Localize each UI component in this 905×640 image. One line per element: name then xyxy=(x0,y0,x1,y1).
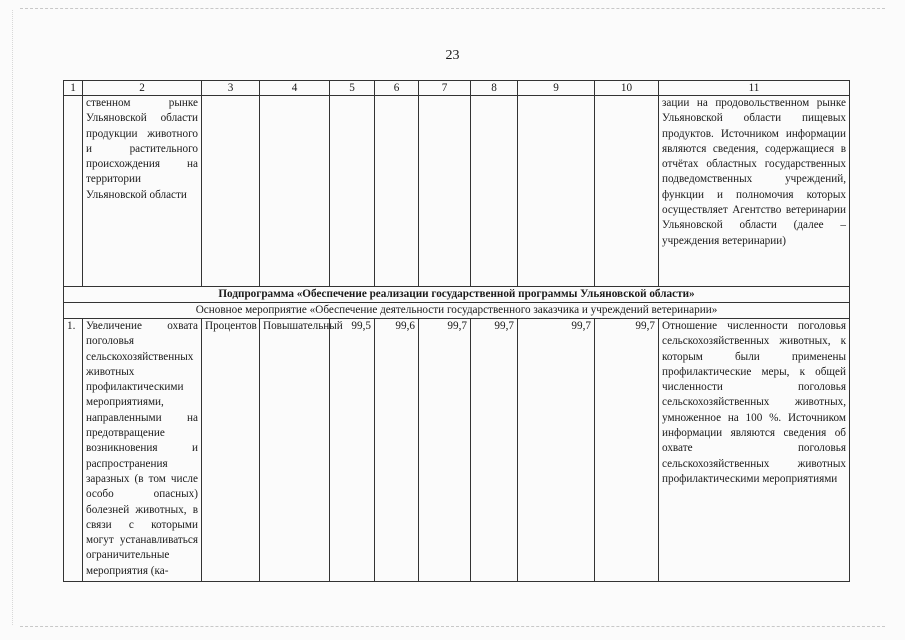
empty-cell xyxy=(64,96,83,287)
column-number-cell: 7 xyxy=(419,81,471,96)
value-cell: 99,7 xyxy=(471,319,518,582)
continuation-row xyxy=(64,96,850,287)
column-number-cell: 1 xyxy=(64,81,83,96)
column-number-cell: 5 xyxy=(330,81,375,96)
indicator-row xyxy=(64,319,850,582)
column-number-cell: 2 xyxy=(83,81,202,96)
value-cell: 99,6 xyxy=(375,319,419,582)
value-cell: 99,5 xyxy=(330,319,375,582)
scan-edge-bottom xyxy=(20,626,885,628)
indicator-direction: Повышательный xyxy=(260,319,330,582)
empty-cell xyxy=(419,96,471,287)
indicator-name: Увеличение охвата поголовья сельскохозяйственных животных профилактическими мероприятиями, направленными на предотвращение возникновения и распространения заразных (в том числе особо опасных) болезней животных, в связи с которыми могут устанавливаться ограничительные мероприятия (ка- xyxy=(83,319,202,582)
indicators-table xyxy=(63,80,850,582)
main-activity-title: Основное мероприятие «Обеспечение деятельности государственного заказчика и учреждений ветеринарии» xyxy=(64,303,850,319)
page-number: 23 xyxy=(445,48,460,63)
row-number: 1. xyxy=(64,319,83,582)
empty-cell xyxy=(375,96,419,287)
column-number-cell: 10 xyxy=(595,81,659,96)
subprogram-row xyxy=(64,287,850,303)
value-cell: 99,7 xyxy=(595,319,659,582)
main-activity-row xyxy=(64,303,850,319)
value-cell: 99,7 xyxy=(419,319,471,582)
column-number-cell: 3 xyxy=(202,81,260,96)
method-continued: зации на продовольственном рынке Ульяновской области пищевых продуктов. Источником информации являются сведения, содержащиеся в отчётах областных государственных подведомственных учреждений, функции и полномочия которых осуществляет Агентство ветеринарии Ульяновской области (далее – учреждения ветеринарии) xyxy=(659,96,850,287)
column-number-cell: 6 xyxy=(375,81,419,96)
empty-cell xyxy=(202,96,260,287)
empty-cell xyxy=(330,96,375,287)
scan-edge-top xyxy=(20,8,885,10)
empty-cell xyxy=(518,96,595,287)
value-cell: 99,7 xyxy=(518,319,595,582)
subprogram-title: Подпрограмма «Обеспечение реализации государственной программы Ульяновской области» xyxy=(64,287,850,303)
indicator-name-continued: ственном рынке Ульяновской области продукции животного и растительного происхождения на территории Ульяновской области xyxy=(83,96,202,287)
column-number-row xyxy=(64,81,850,96)
column-number-cell: 11 xyxy=(659,81,850,96)
empty-cell xyxy=(595,96,659,287)
empty-cell xyxy=(471,96,518,287)
column-number-cell: 8 xyxy=(471,81,518,96)
column-number-cell: 4 xyxy=(260,81,330,96)
empty-cell xyxy=(260,96,330,287)
unit-of-measure: Процентов xyxy=(202,319,260,582)
calculation-method: Отношение численности поголовья сельскохозяйственных животных, к которым были применены профилактические меры, к общей численности поголовья сельскохозяйственных животных, умноженное на 100 %. Источником информации являются сведения об охвате поголовья сельскохозяйственных животных профилактическими мероприятиями xyxy=(659,319,850,582)
column-number-cell: 9 xyxy=(518,81,595,96)
scan-edge-left xyxy=(12,10,14,625)
